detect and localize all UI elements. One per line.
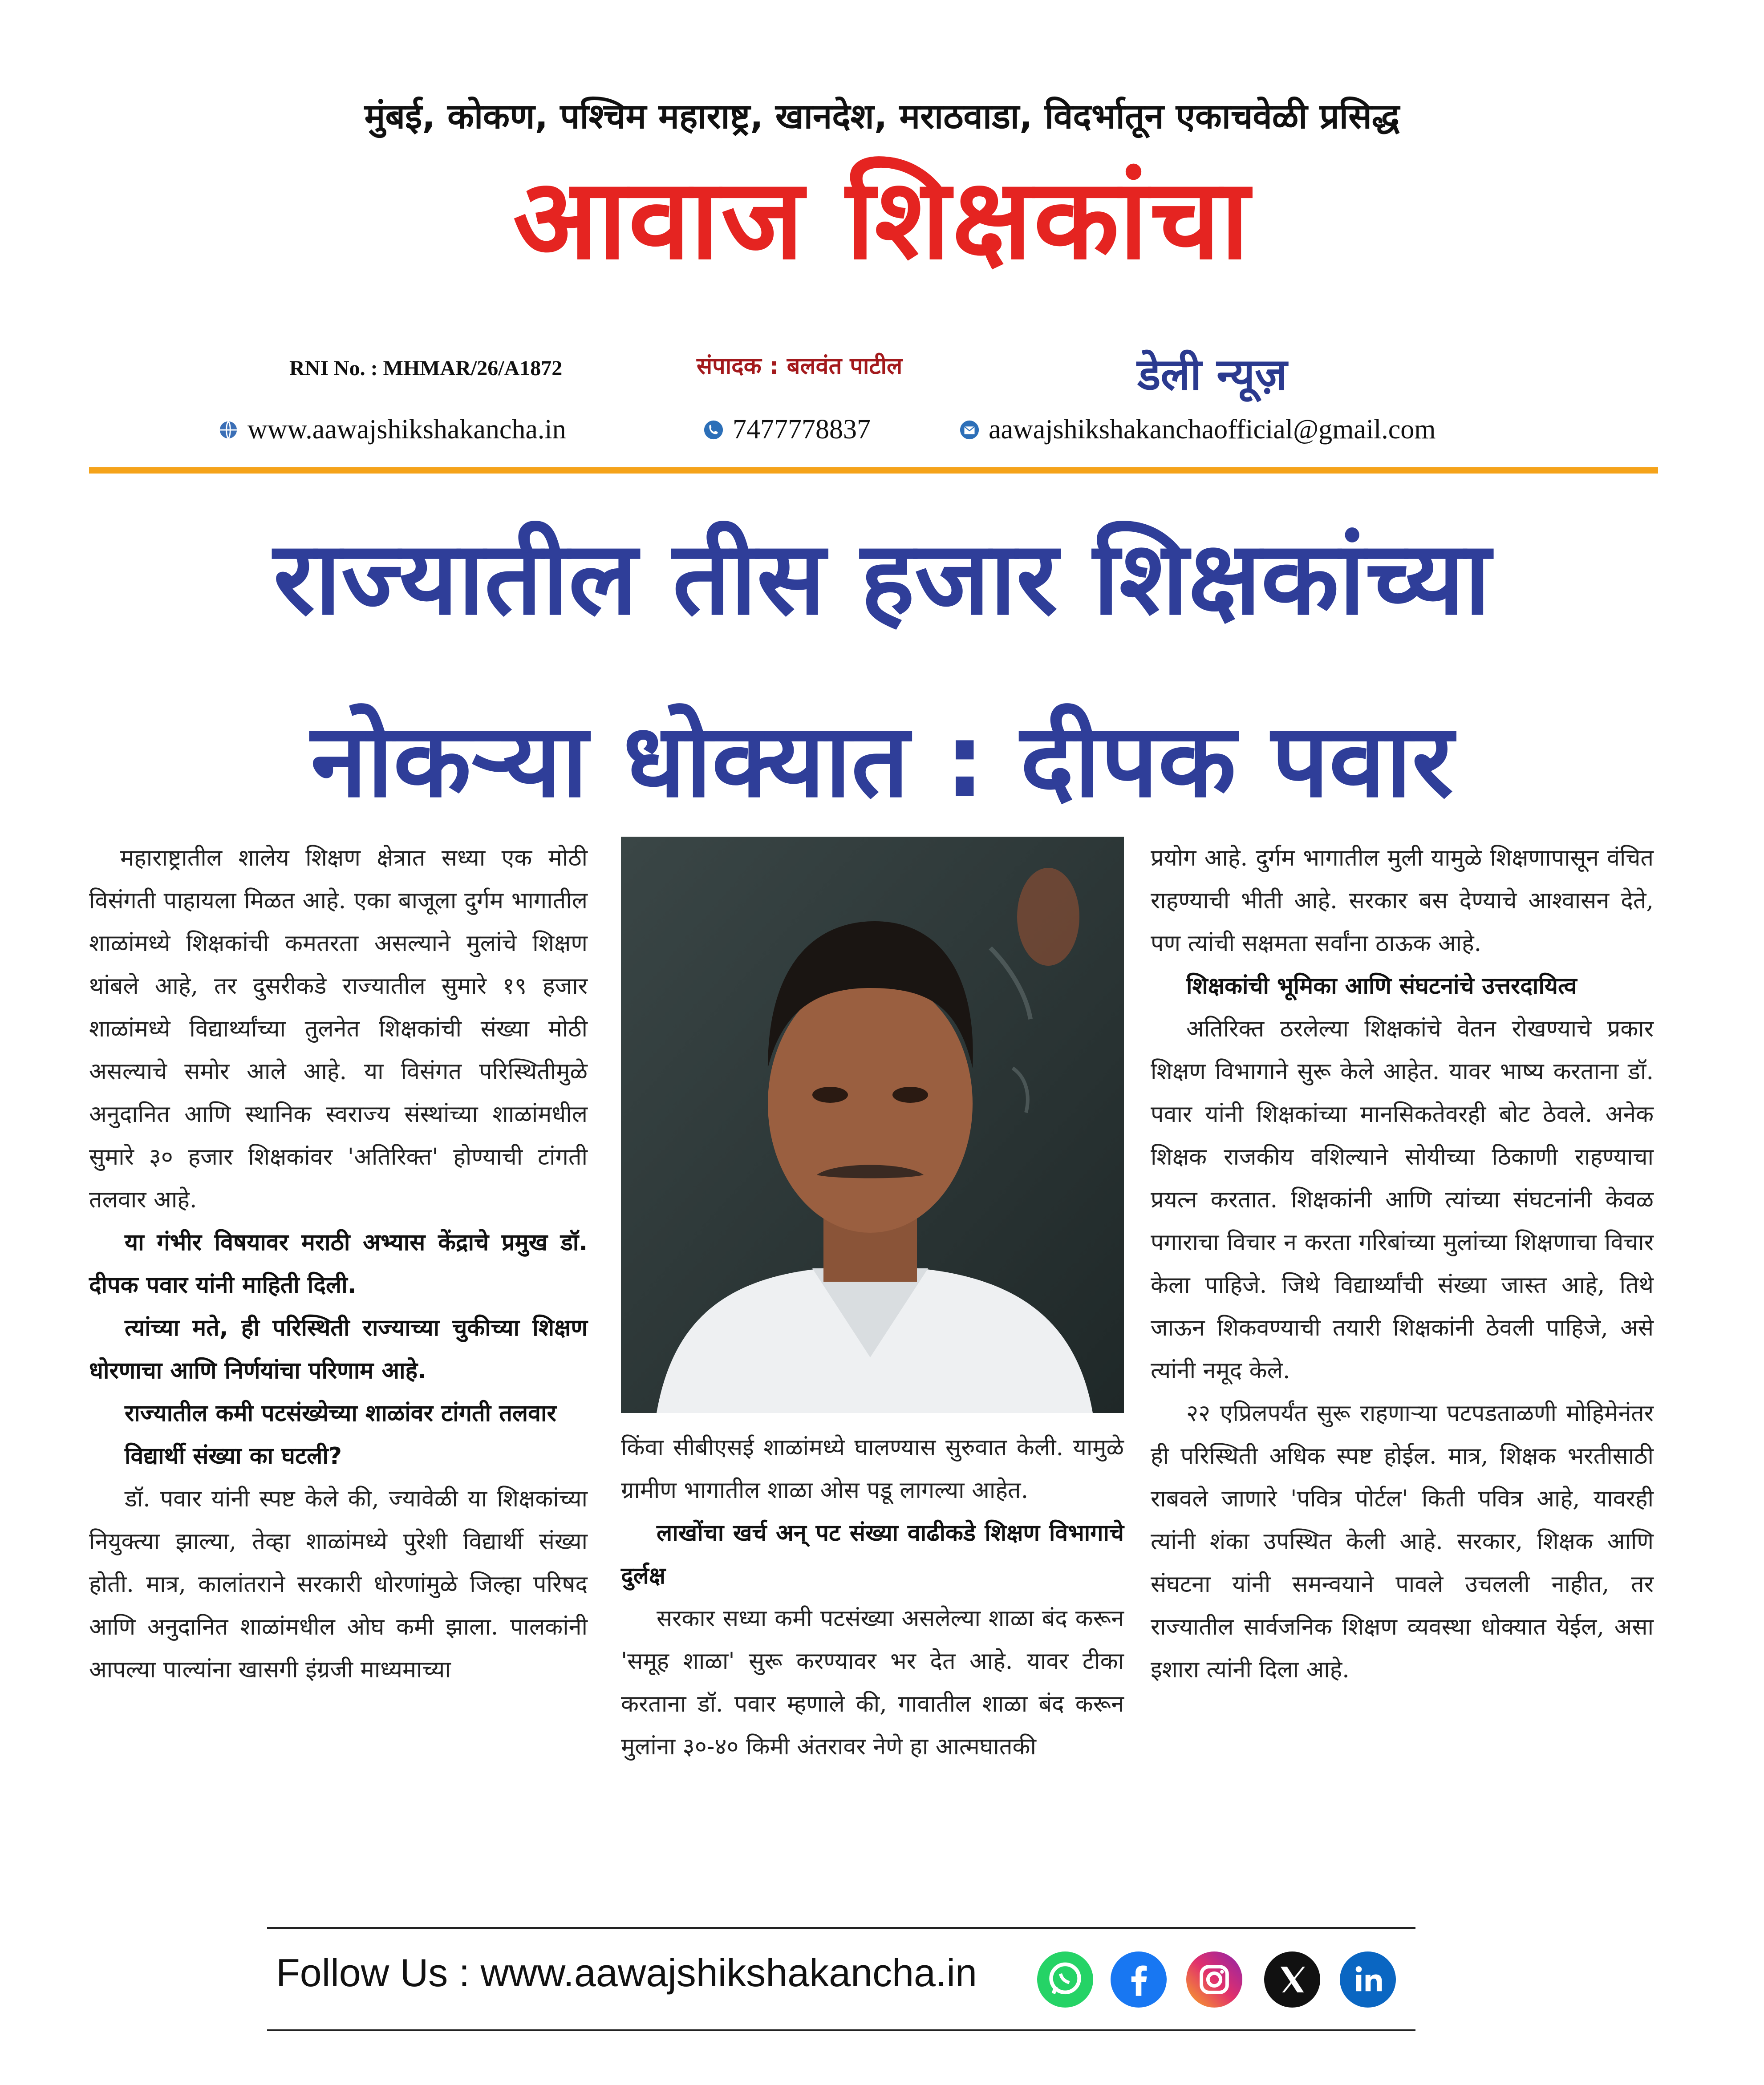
website-text[interactable]: www.aawajshikshakancha.in — [247, 414, 566, 445]
globe-icon — [218, 420, 239, 440]
follow-us-text[interactable]: Follow Us : www.aawajshikshakancha.in — [276, 1951, 977, 1995]
phone-icon — [703, 420, 724, 440]
subheading: लाखोंचा खर्च अन् पट संख्या वाढीकडे शिक्षण विभागाचे दुर्लक्ष — [621, 1520, 1124, 1589]
highlight-paragraph: या गंभीर विषयावर मराठी अभ्यास केंद्राचे प्रमुख डॉ. दीपक पवार यांनी माहिती दिली. — [89, 1229, 588, 1299]
rni-number: RNI No. : MHMAR/26/A1872 — [289, 356, 563, 380]
instagram-icon[interactable] — [1186, 1951, 1242, 2008]
paragraph: सरकार सध्या कमी पटसंख्या असलेल्या शाळा बंद करून 'समूह शाळा' सुरू करण्यावर भर देत आहे. यावर टीका करताना डॉ. पवार म्हणाले की, गावातील शाळा बंद करून मुलांना ३०-४० किमी अंतरावर नेणे हा आत्मघातकी — [621, 1605, 1124, 1760]
header-divider — [89, 467, 1658, 474]
editor-name: संपादक : बलवंत पाटील — [697, 353, 903, 380]
daily-news-label: डेली न्यूज़ — [1137, 349, 1287, 400]
article-column-2 — [621, 1426, 1124, 1768]
masthead-title: आवाज शिक्षकांचा — [513, 154, 1251, 284]
paragraph: डॉ. पवार यांनी स्पष्ट केले की, ज्यावेळी या शिक्षकांच्या नियुक्त्या झाल्या, तेव्हा शाळांमध्ये पुरेशी विद्यार्थी संख्या होती. मात्र, कालांतराने सरकारी धोरणांमुळे जिल्हा परिषद आणि अनुदानित शाळांमधील ओघ कमी झाला. पालकांनी आपल्या पाल्यांना खासगी इंग्रजी माध्यमाच्या — [89, 1486, 588, 1683]
subheading: शिक्षकांची भूमिका आणि संघटनांचे उत्तरदायित्व — [1186, 973, 1577, 1000]
article-column-1 — [89, 837, 588, 1691]
paragraph: किंवा सीबीएसई शाळांमध्ये घालण्यास सुरुवात केली. यामुळे ग्रामीण भागातील शाळा ओस पडू लागल्या आहेत. — [621, 1434, 1124, 1504]
email-text[interactable]: aawajshikshakanchaofficial@gmail.com — [989, 414, 1436, 445]
footer-divider-bottom — [267, 2029, 1415, 2031]
phone-text[interactable]: 7477778837 — [733, 414, 871, 445]
paragraph: प्रयोग आहे. दुर्गम भागातील मुली यामुळे शिक्षणापासून वंचित राहण्याची भीती आहे. सरकार बस देण्याचे आश्वासन देते, पण त्यांची सक्षमता सर्वांना ठाऊक आहे. — [1151, 845, 1654, 957]
x-icon[interactable] — [1264, 1951, 1320, 2008]
paragraph: २२ एप्रिलपर्यंत सुरू राहणाऱ्या पटपडताळणी मोहिमेनंतर ही परिस्थिती अधिक स्पष्ट होईल. मात्र, शिक्षक भरतीसाठी राबवले जाणारे 'पवित्र पोर्टल' किती पवित्र आहे, यावरही त्यांनी शंका उपस्थित केली आहे. सरकार, शिक्षक आणि संघटना यांनी समन्वयाने पावले उचलली नाहीत, तर राज्यातील सार्वजनिक शिक्षण व्यवस्था धोक्यात येईल, असा इशारा त्यांनी दिला आहे. — [1151, 1400, 1654, 1683]
paragraph: अतिरिक्त ठरलेल्या शिक्षकांचे वेतन रोखण्याचे प्रकार शिक्षण विभागाने सुरू केले आहेत. यावर भाष्य करताना डॉ. पवार यांनी शिक्षकांच्या मानसिकतेवरही बोट ठेवले. अनेक शिक्षक राजकीय वशिल्याने सोयीच्या ठिकाणी राहण्याचा प्रयत्न करतात. शिक्षकांनी आणि त्यांच्या संघटनांनी केवळ पगाराचा विचार न करता गरिबांच्या मुलांच्या शिक्षणाचा विचार केला पाहिजे. जिथे विद्यार्थ्यांची संख्या जास्त आहे, तिथे जाऊन शिकवण्याची तयारी शिक्षकांनी ठेवली पाहिजे, असे त्यांनी नमूद केले. — [1151, 1016, 1654, 1384]
person-photo-illustration — [621, 837, 1124, 1413]
portrait-photo — [621, 837, 1124, 1413]
paragraph: महाराष्ट्रातील शालेय शिक्षण क्षेत्रात सध्या एक मोठी विसंगती पाहायला मिळत आहे. एका बाजूला दुर्गम भागातील शाळांमध्ये शिक्षकांची कमतरता असल्याने मुलांचे शिक्षण थांबले आहे, तर दुसरीकडे राज्यातील सुमारे १९ हजार शाळांमध्ये विद्यार्थ्यांच्या तुलनेत शिक्षकांची संख्या मोठी असल्याचे समोर आले आहे. या विसंगत परिस्थितीमुळे अनुदानित आणि स्थानिक स्वराज्य संस्थांच्या शाळांमधील सुमारे ३० हजार शिक्षकांवर 'अतिरिक्त' होण्याची टांगती तलवार आहे. — [89, 845, 588, 1213]
footer-divider-top — [267, 1927, 1415, 1929]
mail-icon — [959, 420, 980, 440]
website-contact[interactable] — [218, 414, 566, 445]
email-contact[interactable] — [959, 414, 1436, 445]
highlight-paragraph: त्यांच्या मते, ही परिस्थिती राज्याच्या चुकीच्या शिक्षण धोरणाचा आणि निर्णयांचा परिणाम आहे. — [89, 1315, 588, 1384]
phone-contact[interactable] — [703, 414, 871, 445]
headline-line-1: राज्यातील तीस हजार शिक्षकांच्या — [273, 519, 1491, 637]
linkedin-icon[interactable] — [1340, 1951, 1396, 2008]
tagline: मुंबई, कोकण, पश्चिम महाराष्ट्र, खानदेश, मराठवाडा, विदर्भातून एकाचवेळी प्रसिद्ध — [364, 97, 1400, 137]
whatsapp-icon[interactable] — [1037, 1951, 1093, 2008]
article-column-3 — [1151, 837, 1654, 1691]
subheading: विद्यार्थी संख्या का घटली? — [125, 1443, 342, 1470]
subheading: राज्यातील कमी पटसंख्येच्या शाळांवर टांगती तलवार — [125, 1400, 556, 1427]
facebook-icon[interactable] — [1111, 1951, 1167, 2008]
headline-line-2: नोकऱ्या धोक्यात : दीपक पवार — [311, 701, 1453, 820]
